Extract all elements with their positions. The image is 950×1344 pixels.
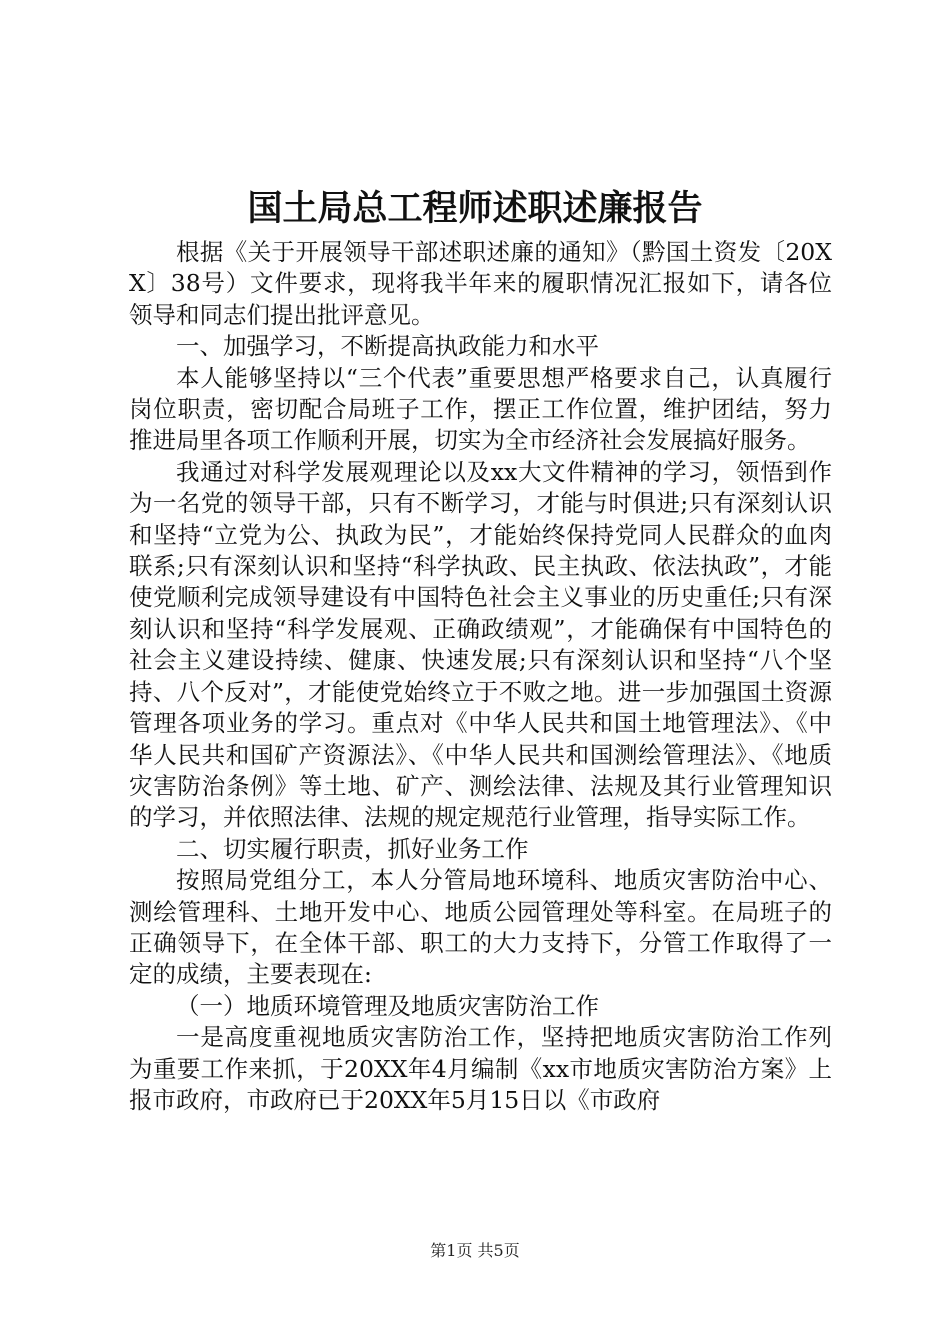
document-body [129,237,832,1116]
page-number: 第1页 共5页 [430,1241,520,1260]
paragraph-intro: 根据《关于开展领导干部述职述廉的通知》（黔国土资发〔20XX〕38号）文件要求，现将我半年来的履职情况汇报如下，请各位领导和同志们提出批评意见。 [129,238,832,329]
paragraph-geohazard: 一是高度重视地质灾害防治工作，坚持把地质灾害防治工作列为重要工作来抓，于20XX年4月编制《xx市地质灾害防治方案》上报市政府，市政府已于20XX年5月15日以《市政府 [129,1023,832,1114]
paragraph-self-discipline: 本人能够坚持以“三个代表”重要思想严格要求自己，认真履行岗位职责，密切配合局班子工作，摆正工作位置，维护团结，努力推进局里各项工作顺利开展，切实为全市经济社会发展搞好服务。 [129,363,832,455]
paragraph-study: 我通过对科学发展观理论以及xx大文件精神的学习，领悟到作为一名党的领导干部，只有不断学习，才能与时俱进;只有深刻认识和坚持“立党为公、执政为民”，才能始终保持党同人民群众的血肉联系;只有深刻认识和坚持“科学执政、民主执政、依法执政”，才能使党顺利完成领导建设有中国特色社会主义事业的历史重任;只有深刻认识和坚持“科学发展观、正确政绩观”，才能确保有中国特色的社会主义建设持续、健康、快速发展;只有深刻认识和坚持“八个坚持、八个反对”，才能使党始终立于不败之地。进一步加强国土资源管理各项业务的学习。重点对《中华人民共和国土地管理法》、《中华人民共和国矿产资源法》、《中华人民共和国测绘管理法》、《地质灾害防治条例》等土地、矿产、测绘法律、法规及其行业管理知识的学习，并依照法律、法规的规定规范行业管理，指导实际工作。 [129,457,832,832]
section-heading-2: 二、切实履行职责，抓好业务工作 [176,834,529,863]
subsection-heading-1: （一）地质环境管理及地质灾害防治工作 [176,991,599,1020]
document-title: 国土局总工程师述职述廉报告 [247,188,703,229]
section-heading-1: 一、加强学习，不断提高执政能力和水平 [176,332,599,361]
paragraph-responsibilities: 按照局党组分工，本人分管局地环境科、地质灾害防治中心、测绘管理科、土地开发中心、地质公园管理处等科室。在局班子的正确领导下，在全体干部、职工的大力支持下，分管工作取得了一定的成绩，主要表现在: [129,866,832,989]
